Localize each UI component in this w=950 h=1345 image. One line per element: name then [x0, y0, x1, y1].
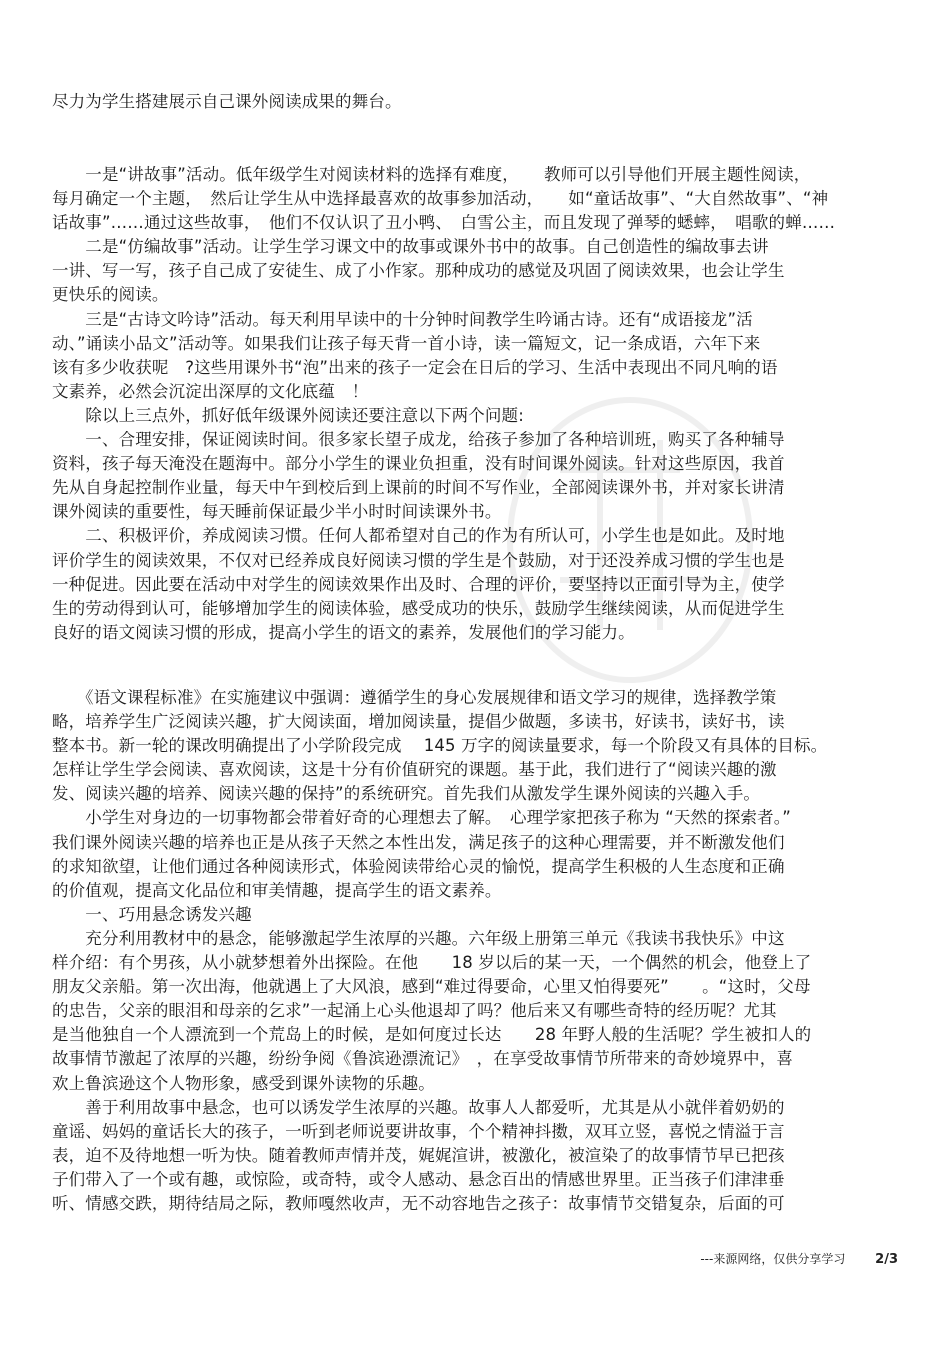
text-line: 尽力为学生搭建展示自己课外阅读成果的舞台。	[52, 92, 402, 111]
text-line: 听、情感交跌，期待结局之际，教师嘎然收声，无不动容地告之孩子：故事情节交错复杂，后面的可	[52, 1193, 785, 1213]
text-line: 的求知欲望，让他们通过各种阅读形式，体验阅读带给心灵的愉悦，提高学生积极的人生态度和正确	[52, 856, 785, 876]
paragraph-block	[52, 90, 902, 114]
text-line: 该有多少收获呢 ?这些用课外书“泡”出来的孩子一定会在日后的学习、生活中表现出不同凡响的语	[52, 357, 778, 377]
text-line: 二是“仿编故事”活动。让学生学习课文中的故事或课外书中的故事。自己创造性的编故事去讲	[52, 237, 769, 257]
text-line: 动、”诵读小品文”活动等。如果我们让孩子每天背一首小诗，读一篇短文，记一条成语，六年下来	[52, 333, 761, 353]
text-line: 是当他独自一个人漂流到一个荒岛上的时候，是如何度过长达 28 年野人般的生活呢？学生被扣人的	[52, 1025, 812, 1045]
text-line: 每月确定一个主题， 然后让学生从中选择最喜欢的故事参加活动， 如“童话故事”、“大自然故事”、“神	[52, 189, 829, 209]
text-line: 我们课外阅读兴趣的培养也正是从孩子天然之本性出发，满足孩子的这种心理需要，并不断激发他们	[52, 832, 785, 852]
text-line: 话故事”……通过这些故事， 他们不仅认识了丑小鸭、 白雪公主，而且发现了弹琴的蟋蟀， 唱歌的蝉……	[52, 213, 836, 233]
text-line: 样介绍：有个男孩，从小就梦想着外出探险。在他 18 岁以后的某一天，一个偶然的机会，他登上了	[52, 953, 812, 973]
text-line: 一、巧用悬念诱发兴趣	[52, 904, 252, 924]
page-number: 2/3	[875, 1252, 898, 1267]
text-line: 略，培养学生广泛阅读兴趣，扩大阅读面，增加阅读量，提倡少做题，多读书，好读书，读好书，读	[52, 712, 785, 732]
text-line: 童谣、妈妈的童话长大的孩子，一听到老师说要讲故事，个个精神抖擞，双耳立竖，喜悦之情溢于言	[52, 1121, 785, 1141]
text-line: 欢上鲁滨逊这个人物形象，感受到课外读物的乐趣。	[52, 1073, 435, 1093]
text-line: 的价值观，提高文化品位和审美情趣，提高学生的语文素养。	[52, 880, 502, 900]
text-line: 评价学生的阅读效果，不仅对已经养成良好阅读习惯的学生是个鼓励，对于还没养成习惯的学生也是	[52, 550, 785, 570]
text-line: 整本书。新一轮的课改明确提出了小学阶段完成 145 万字的阅读量要求，每一个阶段又有具体的目标。	[52, 736, 828, 756]
text-line: 一、合理安排，保证阅读时间。很多家长望子成龙，给孩子参加了各种培训班，购买了各种辅导	[52, 430, 785, 450]
paragraph-block	[52, 686, 902, 1216]
text-line: 一讲、写一写，孩子自己成了安徒生、成了小作家。那种成功的感觉及巩固了阅读效果，也会让学生	[52, 261, 785, 281]
text-line: 生的劳动得到认可，能够增加学生的阅读体验，感受成功的快乐，鼓励学生继续阅读，从而促进学生	[52, 598, 785, 618]
text-line: 三是“古诗文吟诗”活动。每天利用早读中的十分钟时间教学生吟诵古诗。还有“成语接龙”活	[52, 309, 753, 329]
text-line: 先从自身起控制作业量，每天中午到校后到上课前的时间不写作业，全部阅读课外书，并对家长讲清	[52, 478, 785, 498]
text-line: 朋友父亲船。第一次出海，他就遇上了大风浪，感到“难过得要命，心里又怕得要死” 。“这时，父母	[52, 977, 811, 997]
text-line: 更快乐的阅读。	[52, 285, 169, 305]
source-note: ---来源网络，仅供分享学习	[700, 1252, 846, 1266]
text-line: 资料，孩子每天淹没在题海中。部分小学生的课业负担重，没有时间课外阅读。针对这些原因，我首	[52, 454, 785, 474]
text-line: 除以上三点外，抓好低年级课外阅读还要注意以下两个问题:	[52, 405, 524, 425]
text-line: 文素养，必然会沉淀出深厚的文化底蕴 ！	[52, 381, 369, 401]
text-line: 课外阅读的重要性，每天睡前保证最少半小时时间读课外书。	[52, 502, 502, 522]
text-line: 怎样让学生学会阅读、喜欢阅读，这是十分有价值研究的课题。基于此，我们进行了“阅读兴趣的激	[52, 760, 777, 780]
text-line: 充分利用教材中的悬念，能够激起学生浓厚的兴趣。六年级上册第三单元《我读书我快乐》中这	[52, 928, 785, 948]
text-line: 《语文课程标准》在实施建议中强调：遵循学生的身心发展规律和语文学习的规律，选择教学策	[52, 688, 777, 707]
text-line: 故事情节激起了浓厚的兴趣，纷纷争阅《鲁滨逊漂流记》 ，在享受故事情节所带来的奇妙境界中，喜	[52, 1049, 793, 1069]
text-line: 二、积极评价，养成阅读习惯。任何人都希望对自己的作为有所认可，小学生也是如此。及时地	[52, 526, 785, 546]
text-line: 一种促进。因此要在活动中对学生的阅读效果作出及时、合理的评价，要坚持以正面引导为主，使学	[52, 574, 785, 594]
paragraph-block	[52, 163, 902, 645]
text-line: 小学生对身边的一切事物都会带着好奇的心理想去了解。 心理学家把孩子称为 “天然的探索者。”	[52, 808, 791, 828]
text-line: 善于利用故事中悬念，也可以诱发学生浓厚的兴趣。故事人人都爱听，尤其是从小就伴着奶奶的	[52, 1097, 785, 1117]
text-line: 良好的语文阅读习惯的形成，提高小学生的语文的素养，发展他们的学习能力。	[52, 622, 635, 642]
text-line: 一是“讲故事”活动。低年级学生对阅读材料的选择有难度， 教师可以引导他们开展主题性阅读，	[52, 165, 811, 184]
text-line: 表，迫不及待地想一听为快。随着教师声情并茂，娓娓渲讲，被激化，被渲染了的故事情节早已把孩	[52, 1145, 785, 1165]
text-line: 子们带入了一个或有趣，或惊险，或奇特，或令人感动、悬念百出的情感世界里。正当孩子们津津垂	[52, 1169, 785, 1189]
page-footer	[700, 1250, 898, 1270]
text-line: 发、阅读兴趣的培养、阅读兴趣的保持”的系统研究。首先我们从激发学生课外阅读的兴趣入手。	[52, 784, 760, 804]
text-line: 的忠告，父亲的眼泪和母亲的乞求”一起涌上心头他退却了吗？他后来又有哪些奇特的经历呢？尤其	[52, 1001, 777, 1021]
